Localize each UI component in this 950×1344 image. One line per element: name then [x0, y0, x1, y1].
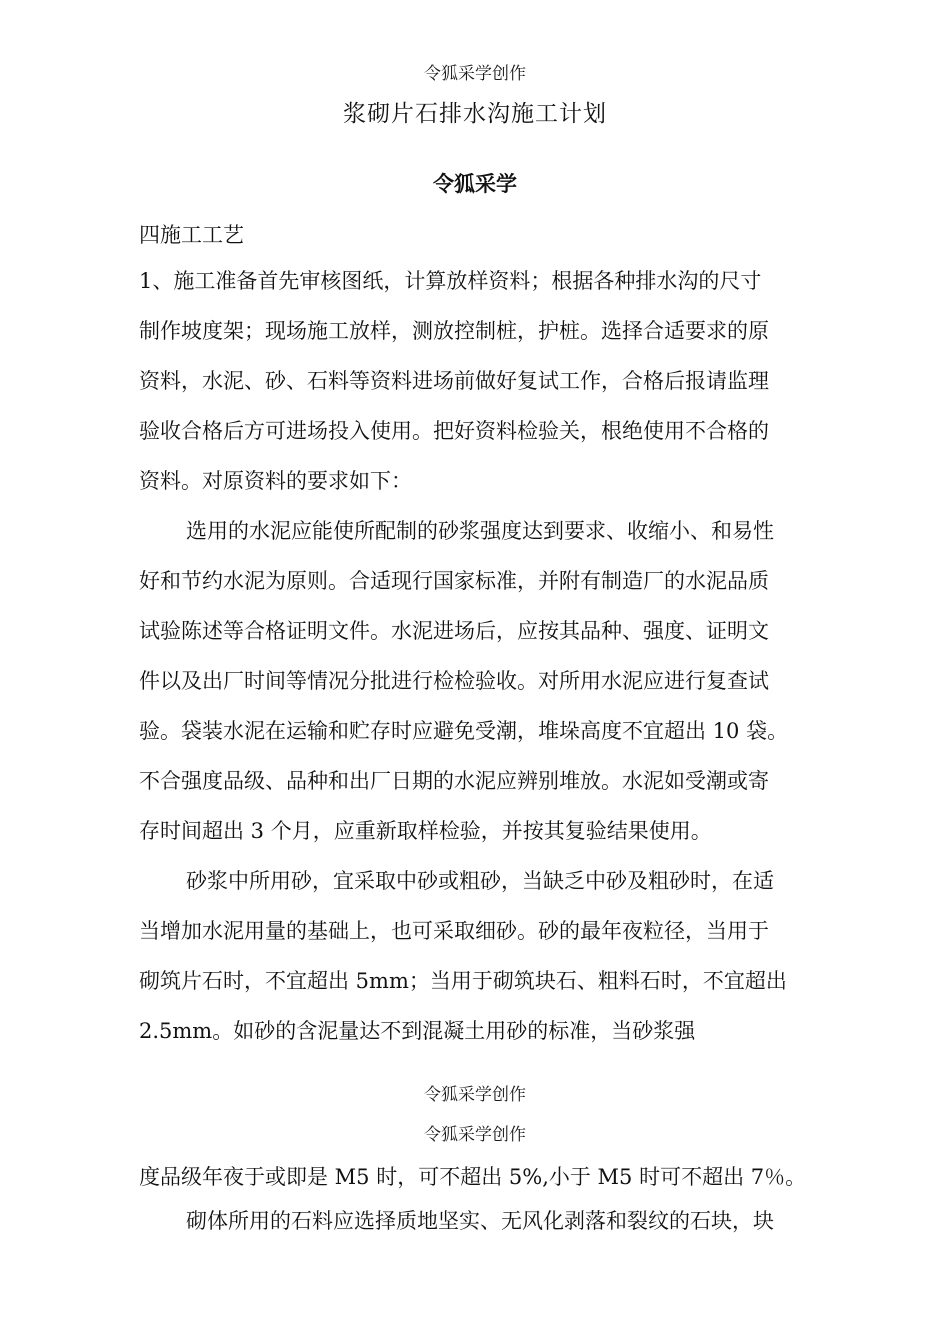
body-line: 度品级年夜于或即是 M5 时，可不超出 5%,小于 M5 时可不超出 7％。 — [139, 1165, 807, 1189]
body-line: 件以及出厂时间等情况分批进行检检验收。对所用水泥应进行复查试 — [139, 669, 769, 693]
body-line: 试验陈述等合格证明文件。水泥进场后，应按其品种、强度、证明文 — [139, 619, 769, 643]
body-line: 不合强度品级、品种和出厂日期的水泥应辨别堆放。水泥如受潮或寄 — [139, 769, 769, 793]
body-line: 选用的水泥应能使所配制的砂浆强度达到要求、收缩小、和易性 — [186, 519, 774, 543]
body-line: 好和节约水泥为原则。合适现行国家标准，并附有制造厂的水泥品质 — [139, 569, 769, 593]
document-title: 浆砌片石排水沟施工计划 — [343, 101, 607, 127]
body-line: 砂浆中所用砂，宜采取中砂或粗砂，当缺乏中砂及粗砂时，在适 — [186, 869, 774, 893]
body-line: 1、施工准备首先审核图纸，计算放样资料；根据各种排水沟的尺寸 — [139, 269, 762, 293]
document-author: 令狐采学 — [433, 172, 517, 196]
body-line: 资料，水泥、砂、石料等资料进场前做好复试工作，合格后报请监理 — [139, 369, 769, 393]
page-footer: 令狐采学创作 — [424, 1085, 526, 1105]
body-line: 2.5mm。如砂的含泥量达不到混凝土用砂的标准，当砂浆强 — [139, 1019, 696, 1043]
body-line: 制作坡度架；现场施工放样，测放控制桩，护桩。选择合适要求的原 — [139, 319, 769, 343]
page-header: 令狐采学创作 — [424, 1125, 526, 1145]
section-heading: 四施工工艺 — [139, 223, 244, 247]
body-line: 砌筑片石时，不宜超出 5mm；当用于砌筑块石、粗料石时，不宜超出 — [139, 969, 787, 993]
page-header: 令狐采学创作 — [424, 64, 526, 84]
body-line: 当增加水泥用量的基础上，也可采取细砂。砂的最年夜粒径，当用于 — [139, 919, 769, 943]
body-line: 验收合格后方可进场投入使用。把好资料检验关，根绝使用不合格的 — [139, 419, 769, 443]
body-line: 砌体所用的石料应选择质地坚实、无风化剥落和裂纹的石块，块 — [186, 1209, 774, 1233]
body-line: 资料。对原资料的要求如下： — [139, 469, 412, 493]
body-line: 存时间超出 3 个月，应重新取样检验，并按其复验结果使用。 — [139, 819, 712, 843]
body-line: 验。袋装水泥在运输和贮存时应避免受潮，堆垛高度不宜超出 10 袋。 — [139, 719, 789, 743]
